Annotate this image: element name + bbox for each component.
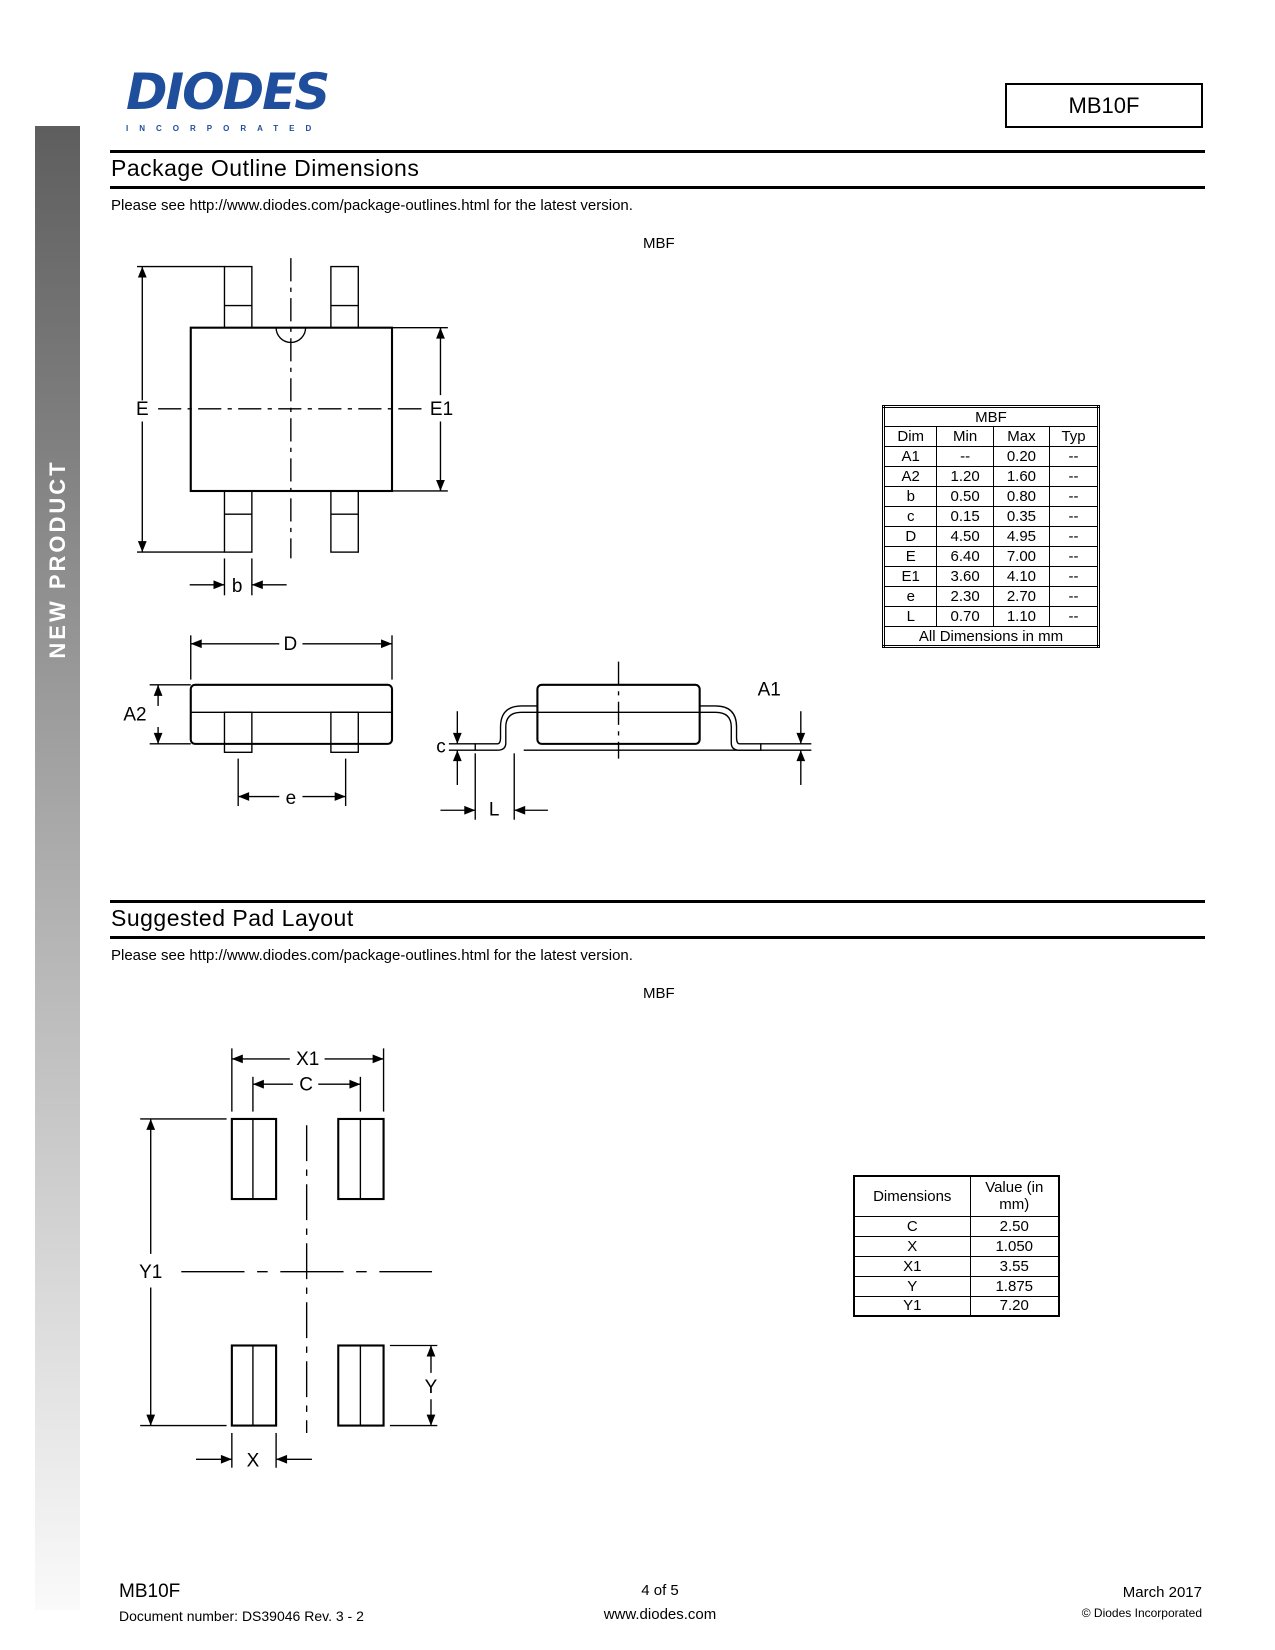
table-cell: -- (1050, 587, 1099, 607)
side-view (150, 635, 392, 806)
package-label: MBF (643, 985, 675, 1002)
table-cell: -- (937, 447, 993, 467)
table-cell: -- (1050, 507, 1099, 527)
dim-label-b: b (231, 576, 243, 598)
dim-label-A2: A2 (123, 704, 147, 726)
table-cell: 1.875 (970, 1276, 1059, 1296)
table-cell: 3.60 (937, 567, 993, 587)
section-note: Please see http://www.diodes.com/package-outlines.html for the latest version. (111, 197, 633, 214)
th: Value (in mm) (970, 1176, 1059, 1216)
table-cell: 1.60 (993, 467, 1049, 487)
table-cell: -- (1050, 527, 1099, 547)
footer-page: 4 of 5 (641, 1582, 679, 1599)
table-cell: 2.70 (993, 587, 1049, 607)
table-cell: 4.50 (937, 527, 993, 547)
logo-subtitle: INCORPORATED (126, 124, 323, 133)
th: Dimensions (854, 1176, 970, 1216)
dim-label-c: c (436, 736, 446, 758)
table-cell: 0.15 (937, 507, 993, 527)
section-title: Suggested Pad Layout (111, 905, 354, 931)
th: Max (993, 427, 1049, 447)
table-cell: E1 (884, 567, 937, 587)
dim-label-Y: Y (424, 1376, 438, 1398)
footer-date: March 2017 (1122, 1584, 1202, 1601)
table-footer: All Dimensions in mm (884, 627, 1099, 647)
top-view (137, 258, 448, 598)
table-cell: X (854, 1236, 970, 1256)
section-note: Please see http://www.diodes.com/package-outlines.html for the latest version. (111, 947, 633, 964)
table-cell: 0.70 (937, 607, 993, 627)
table-cell: 0.80 (993, 487, 1049, 507)
dim-label-X: X (246, 1450, 260, 1472)
dim-label-E: E (135, 399, 149, 421)
table-cell: L (884, 607, 937, 627)
end-view (440, 662, 811, 820)
table-cell: -- (1050, 567, 1099, 587)
th: Dim (884, 427, 937, 447)
table-cell: 2.30 (937, 587, 993, 607)
table-cell: 0.35 (993, 507, 1049, 527)
table-cell: 2.50 (970, 1216, 1059, 1236)
table-cell: Y1 (854, 1296, 970, 1316)
dim-label-D: D (283, 634, 298, 656)
table-cell: 6.40 (937, 547, 993, 567)
table-cell: -- (1050, 447, 1099, 467)
table-cell: Y (854, 1276, 970, 1296)
table-cell: 1.20 (937, 467, 993, 487)
table-cell: 4.10 (993, 567, 1049, 587)
pad-layout-drawing (140, 1048, 437, 1467)
table-cell: b (884, 487, 937, 507)
dim-label-L: L (488, 799, 500, 821)
table-cell: -- (1050, 547, 1099, 567)
table-cell: 3.55 (970, 1256, 1059, 1276)
dim-label-e: e (285, 787, 297, 809)
table-title: MBF (884, 407, 1099, 427)
table-cell: -- (1050, 487, 1099, 507)
footer-part: MB10F (119, 1581, 181, 1602)
th: Typ (1050, 427, 1099, 447)
dim-label-E1: E1 (429, 399, 454, 421)
table-cell: E (884, 547, 937, 567)
package-label: MBF (643, 235, 675, 252)
part-number-box: MB10F (1005, 83, 1203, 128)
table-cell: A1 (884, 447, 937, 467)
section-title: Package Outline Dimensions (111, 155, 420, 181)
logo-wordmark: DIODES (126, 63, 329, 121)
table-cell: A2 (884, 467, 937, 487)
table-cell: X1 (854, 1256, 970, 1276)
dim-label-X1: X1 (296, 1049, 320, 1071)
table-cell: c (884, 507, 937, 527)
table-cell: 1.050 (970, 1236, 1059, 1256)
table-cell: e (884, 587, 937, 607)
table-cell: 0.20 (993, 447, 1049, 467)
footer-copyright: © Diodes Incorporated (1081, 1606, 1202, 1620)
table-cell: 0.50 (937, 487, 993, 507)
table-cell: 7.20 (970, 1296, 1059, 1316)
sidebar-label: NEW PRODUCT (44, 459, 70, 659)
table-cell: -- (1050, 607, 1099, 627)
dim-label-A1: A1 (757, 679, 781, 701)
table-cell: 4.95 (993, 527, 1049, 547)
footer-doc-number: Document number: DS39046 Rev. 3 - 2 (119, 1608, 364, 1624)
dim-label-Y1: Y1 (139, 1262, 163, 1284)
table-cell: C (854, 1216, 970, 1236)
table-cell: 7.00 (993, 547, 1049, 567)
table-cell: D (884, 527, 937, 547)
th: Min (937, 427, 993, 447)
footer-url[interactable]: www.diodes.com (603, 1606, 717, 1623)
table-cell: 1.10 (993, 607, 1049, 627)
dim-label-C: C (299, 1074, 313, 1096)
table-cell: -- (1050, 467, 1099, 487)
